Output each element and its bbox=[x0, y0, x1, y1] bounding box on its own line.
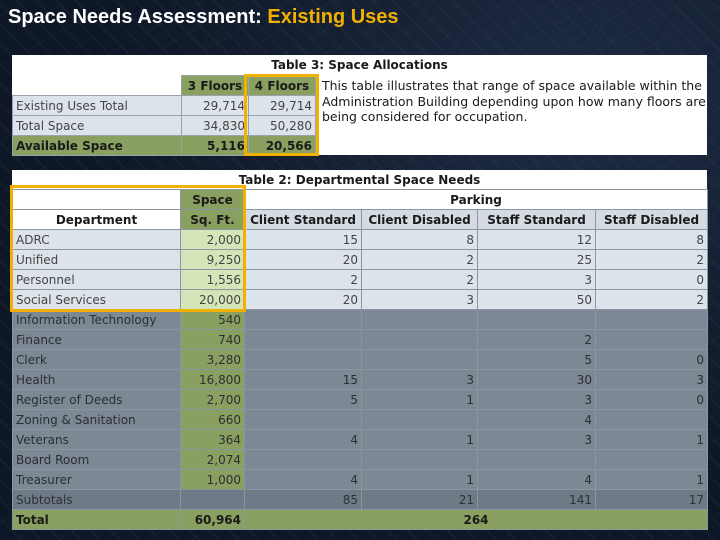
sqft-cell: 1,000 bbox=[181, 470, 245, 490]
client-standard-cell bbox=[245, 330, 362, 350]
staff-standard-cell: 12 bbox=[478, 230, 596, 250]
table3-row bbox=[13, 116, 316, 136]
staff-disabled-cell bbox=[596, 330, 708, 350]
subtotals-staff-disabled: 17 bbox=[596, 490, 708, 510]
table3-value-4floors: 20,566 bbox=[249, 136, 316, 156]
table2-hdr-sqft: Sq. Ft. bbox=[181, 210, 245, 230]
subtotals-sqft bbox=[181, 490, 245, 510]
table3-row-label: Available Space bbox=[13, 136, 182, 156]
staff-standard-cell bbox=[478, 450, 596, 470]
table3-row-available bbox=[13, 136, 316, 156]
table2-row bbox=[13, 330, 708, 350]
client-standard-cell bbox=[245, 310, 362, 330]
client-disabled-cell: 3 bbox=[362, 370, 478, 390]
client-disabled-cell: 2 bbox=[362, 270, 478, 290]
table3-blank-header bbox=[13, 76, 182, 96]
staff-standard-cell: 3 bbox=[478, 390, 596, 410]
subtotals-label: Subtotals bbox=[13, 490, 181, 510]
department-cell: Clerk bbox=[13, 350, 181, 370]
client-disabled-cell: 1 bbox=[362, 390, 478, 410]
staff-standard-cell: 4 bbox=[478, 470, 596, 490]
client-standard-cell: 15 bbox=[245, 230, 362, 250]
client-standard-cell: 4 bbox=[245, 470, 362, 490]
staff-disabled-cell bbox=[596, 310, 708, 330]
department-cell: Treasurer bbox=[13, 470, 181, 490]
staff-standard-cell: 2 bbox=[478, 330, 596, 350]
staff-disabled-cell bbox=[596, 410, 708, 430]
table3-row bbox=[13, 96, 316, 116]
table2-hdr-client-disabled: Client Disabled bbox=[362, 210, 478, 230]
staff-standard-cell: 30 bbox=[478, 370, 596, 390]
client-standard-cell: 2 bbox=[245, 270, 362, 290]
department-cell: Personnel bbox=[13, 270, 181, 290]
table3-col-3floors: 3 Floors bbox=[182, 76, 249, 96]
department-cell: Information Technology bbox=[13, 310, 181, 330]
table3-header-row bbox=[13, 76, 316, 96]
total-parking: 264 bbox=[245, 510, 708, 530]
department-cell: Health bbox=[13, 370, 181, 390]
sqft-cell: 16,800 bbox=[181, 370, 245, 390]
table2-hdr-department: Department bbox=[13, 210, 181, 230]
staff-disabled-cell: 2 bbox=[596, 290, 708, 310]
table2-row bbox=[13, 390, 708, 410]
department-cell: Social Services bbox=[13, 290, 181, 310]
staff-disabled-cell bbox=[596, 450, 708, 470]
staff-standard-cell: 4 bbox=[478, 410, 596, 430]
client-standard-cell: 4 bbox=[245, 430, 362, 450]
table2-hdr-space: Space bbox=[181, 190, 245, 210]
sqft-cell: 2,700 bbox=[181, 390, 245, 410]
table2-row bbox=[13, 470, 708, 490]
staff-disabled-cell: 0 bbox=[596, 390, 708, 410]
department-cell: ADRC bbox=[13, 230, 181, 250]
table2-row bbox=[13, 290, 708, 310]
staff-disabled-cell: 0 bbox=[596, 270, 708, 290]
table2-row bbox=[13, 450, 708, 470]
client-disabled-cell: 8 bbox=[362, 230, 478, 250]
staff-standard-cell: 3 bbox=[478, 430, 596, 450]
client-disabled-cell bbox=[362, 310, 478, 330]
table3-value-3floors: 5,116 bbox=[182, 136, 249, 156]
table2-header-row-2 bbox=[13, 210, 708, 230]
table2-row bbox=[13, 250, 708, 270]
client-standard-cell: 20 bbox=[245, 290, 362, 310]
subtotals-client-standard: 85 bbox=[245, 490, 362, 510]
table2-hdr-client-standard: Client Standard bbox=[245, 210, 362, 230]
staff-standard-cell: 25 bbox=[478, 250, 596, 270]
total-sqft: 60,964 bbox=[181, 510, 245, 530]
title-main: Space Needs Assessment: bbox=[8, 6, 268, 28]
table2-blank-header bbox=[13, 190, 181, 210]
staff-disabled-cell: 3 bbox=[596, 370, 708, 390]
table2-row bbox=[13, 430, 708, 450]
table2-caption: Table 2: Departmental Space Needs bbox=[238, 173, 481, 187]
total-label: Total bbox=[13, 510, 181, 530]
table2-body bbox=[13, 230, 708, 490]
table2-subtotals-row bbox=[13, 490, 708, 510]
table3-row-label: Existing Uses Total bbox=[13, 96, 182, 116]
department-cell: Zoning & Sanitation bbox=[13, 410, 181, 430]
table3-col-4floors: 4 Floors bbox=[249, 76, 316, 96]
table2-row bbox=[13, 230, 708, 250]
table3-value-4floors: 29,714 bbox=[249, 96, 316, 116]
subtotals-client-disabled: 21 bbox=[362, 490, 478, 510]
table2-hdr-parking: Parking bbox=[245, 190, 708, 210]
staff-disabled-cell: 0 bbox=[596, 350, 708, 370]
table2-row bbox=[13, 310, 708, 330]
table3-row-label: Total Space bbox=[13, 116, 182, 136]
staff-standard-cell: 50 bbox=[478, 290, 596, 310]
sqft-cell: 540 bbox=[181, 310, 245, 330]
client-standard-cell bbox=[245, 450, 362, 470]
sqft-cell: 3,280 bbox=[181, 350, 245, 370]
client-standard-cell bbox=[245, 410, 362, 430]
client-disabled-cell bbox=[362, 350, 478, 370]
sqft-cell: 2,074 bbox=[181, 450, 245, 470]
client-standard-cell: 5 bbox=[245, 390, 362, 410]
table2-header-row-1 bbox=[13, 190, 708, 210]
client-disabled-cell: 3 bbox=[362, 290, 478, 310]
staff-disabled-cell: 1 bbox=[596, 430, 708, 450]
table3-grid bbox=[12, 75, 316, 156]
sqft-cell: 9,250 bbox=[181, 250, 245, 270]
table3-value-3floors: 34,830 bbox=[182, 116, 249, 136]
staff-disabled-cell: 2 bbox=[596, 250, 708, 270]
table3-value-3floors: 29,714 bbox=[182, 96, 249, 116]
table2-row bbox=[13, 410, 708, 430]
client-disabled-cell bbox=[362, 330, 478, 350]
title-accent: Existing Uses bbox=[267, 6, 399, 28]
client-disabled-cell bbox=[362, 450, 478, 470]
sqft-cell: 20,000 bbox=[181, 290, 245, 310]
department-cell: Unified bbox=[13, 250, 181, 270]
staff-disabled-cell: 8 bbox=[596, 230, 708, 250]
table3-note: This table illustrates that range of space available within the Administration Building depending upon how many floors are being considered for occupation. bbox=[322, 78, 706, 124]
client-standard-cell: 20 bbox=[245, 250, 362, 270]
space-allocations-table bbox=[12, 55, 707, 155]
department-cell: Board Room bbox=[13, 450, 181, 470]
staff-standard-cell: 3 bbox=[478, 270, 596, 290]
client-disabled-cell: 2 bbox=[362, 250, 478, 270]
table2-row bbox=[13, 370, 708, 390]
staff-standard-cell: 5 bbox=[478, 350, 596, 370]
department-cell: Finance bbox=[13, 330, 181, 350]
table2-row bbox=[13, 350, 708, 370]
subtotals-staff-standard: 141 bbox=[478, 490, 596, 510]
client-disabled-cell bbox=[362, 410, 478, 430]
staff-standard-cell bbox=[478, 310, 596, 330]
staff-disabled-cell: 1 bbox=[596, 470, 708, 490]
sqft-cell: 660 bbox=[181, 410, 245, 430]
sqft-cell: 2,000 bbox=[181, 230, 245, 250]
sqft-cell: 364 bbox=[181, 430, 245, 450]
table2-grid bbox=[12, 189, 708, 530]
table3-value-4floors: 50,280 bbox=[249, 116, 316, 136]
sqft-cell: 1,556 bbox=[181, 270, 245, 290]
client-standard-cell bbox=[245, 350, 362, 370]
client-standard-cell: 15 bbox=[245, 370, 362, 390]
table2-total-row bbox=[13, 510, 708, 530]
table2-hdr-staff-standard: Staff Standard bbox=[478, 210, 596, 230]
table3-caption: Table 3: Space Allocations bbox=[271, 58, 448, 72]
slide-title bbox=[8, 6, 399, 29]
table2-row bbox=[13, 270, 708, 290]
department-cell: Veterans bbox=[13, 430, 181, 450]
department-cell: Register of Deeds bbox=[13, 390, 181, 410]
departmental-space-needs-table bbox=[12, 170, 707, 530]
client-disabled-cell: 1 bbox=[362, 470, 478, 490]
sqft-cell: 740 bbox=[181, 330, 245, 350]
client-disabled-cell: 1 bbox=[362, 430, 478, 450]
table2-hdr-staff-disabled: Staff Disabled bbox=[596, 210, 708, 230]
